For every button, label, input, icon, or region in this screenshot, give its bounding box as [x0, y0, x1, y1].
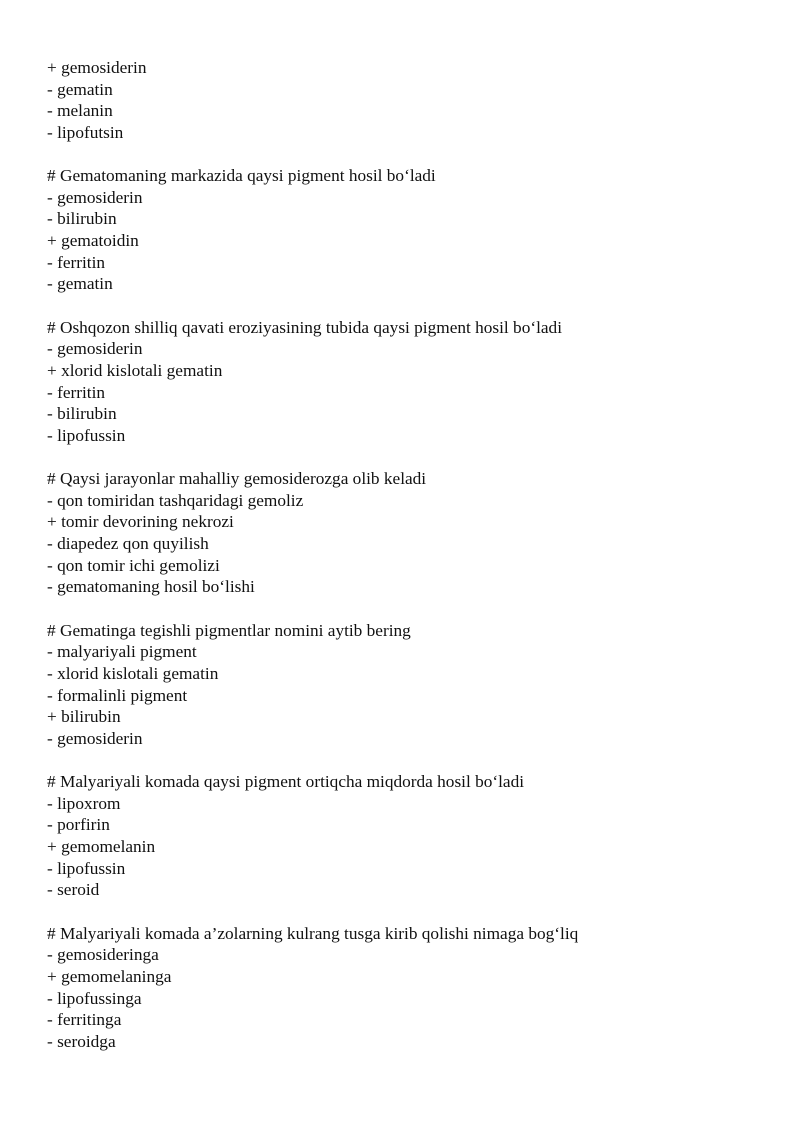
answer-option: - gematin: [47, 274, 113, 294]
answer-option: - gemosiderin: [47, 339, 143, 359]
question-text: # Oshqozon shilliq qavati eroziyasining tubida qaysi pigment hosil bo‘ladi: [47, 317, 563, 337]
answer-option: + gematoidin: [47, 231, 139, 251]
answer-option: - qon tomir ichi gemolizi: [47, 555, 220, 575]
document-page: [47, 57, 767, 1052]
answer-option: - xlorid kislotali gematin: [47, 663, 219, 683]
answer-option: - bilirubin: [47, 404, 117, 424]
answer-option: - seroidga: [47, 1031, 116, 1051]
answer-option: - lipofussin: [47, 858, 126, 878]
answer-option: + gemomelaninga: [47, 966, 172, 986]
answer-option: - gemosideringa: [47, 945, 159, 965]
answer-option: - qon tomiridan tashqaridagi gemoliz: [47, 490, 304, 510]
answer-option: - lipofussin: [47, 425, 126, 445]
answer-option: - ferritinga: [47, 1010, 122, 1030]
answer-option: - lipoxrom: [47, 793, 121, 813]
answer-option: - gemosiderin: [47, 728, 143, 748]
answer-option: - malyariyali pigment: [47, 642, 197, 662]
question-text: # Gematomaning markazida qaysi pigment hosil bo‘ladi: [47, 166, 436, 186]
answer-option: - gematin: [47, 79, 113, 99]
answer-option: - lipofutsin: [47, 122, 124, 142]
question-block-6: [47, 771, 767, 901]
question-block-2: [47, 165, 767, 295]
question-text: # Malyariyali komada qaysi pigment ortiqcha miqdorda hosil bo‘ladi: [47, 772, 525, 792]
answer-option: + tomir devorining nekrozi: [47, 512, 234, 532]
answer-option: - lipofussinga: [47, 988, 142, 1008]
answer-option: - formalinli pigment: [47, 685, 188, 705]
answer-option: - gematomaning hosil bo‘lishi: [47, 577, 255, 597]
answer-option: + bilirubin: [47, 707, 121, 727]
answer-option: + xlorid kislotali gematin: [47, 360, 223, 380]
answer-option: - porfirin: [47, 815, 110, 835]
answer-option: - melanin: [47, 101, 113, 121]
question-block-4: [47, 468, 767, 598]
answer-option: + gemomelanin: [47, 837, 156, 857]
answer-option: - gemosiderin: [47, 187, 143, 207]
answer-option: - ferritin: [47, 382, 106, 402]
answer-option: - bilirubin: [47, 209, 117, 229]
question-text: # Qaysi jarayonlar mahalliy gemosiderozga olib keladi: [47, 469, 427, 489]
question-block-3: [47, 317, 767, 447]
question-block-5: [47, 620, 767, 750]
question-block-7: [47, 923, 767, 1053]
answer-option: - ferritin: [47, 252, 106, 272]
answer-option: - diapedez qon quyilish: [47, 534, 209, 554]
answer-option: + gemosiderin: [47, 58, 147, 77]
question-text: # Gematinga tegishli pigmentlar nomini aytib bering: [47, 620, 411, 640]
answer-option: - seroid: [47, 880, 100, 900]
question-block-1: [47, 57, 767, 144]
question-text: # Malyariyali komada a’zolarning kulrang tusga kirib qolishi nimaga bog‘liq: [47, 923, 579, 943]
